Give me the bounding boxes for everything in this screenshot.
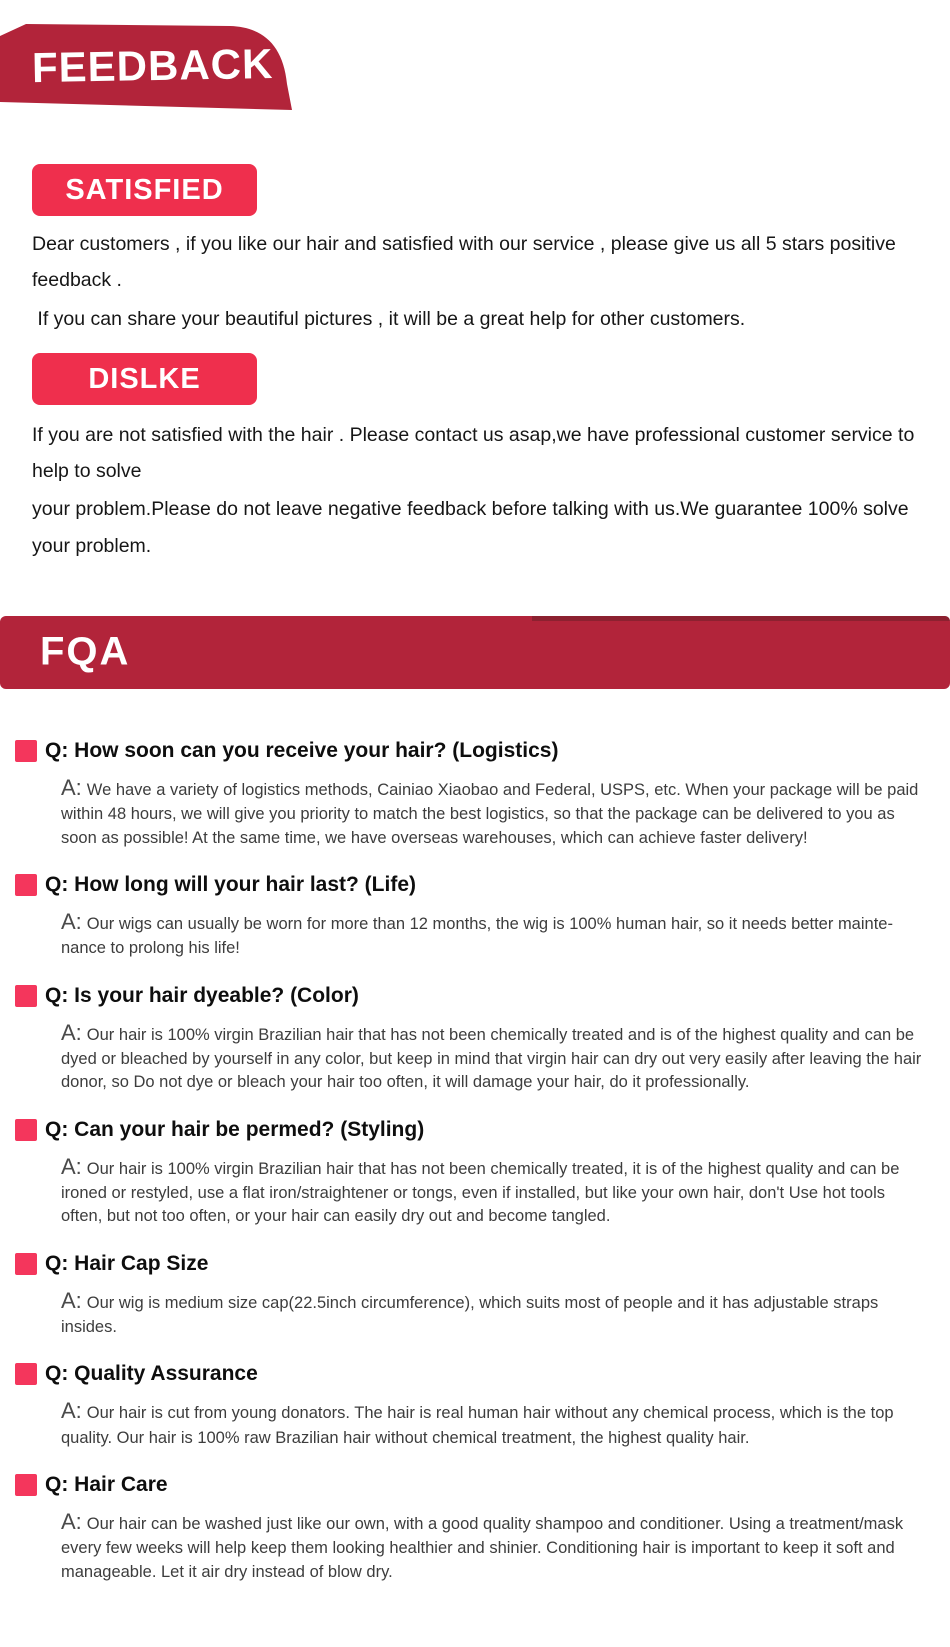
- question-row: [15, 1362, 930, 1386]
- satisfied-section: [0, 164, 950, 564]
- faq-item-quality: [15, 1362, 930, 1450]
- question-text: Q: Hair Cap Size: [45, 1251, 209, 1275]
- question-bullet-icon: [15, 1474, 37, 1496]
- satisfied-paragraph: Dear customers , if you like our hair and satisfied with our service , please give us all 5 stars positive feedback .: [32, 233, 902, 292]
- answer-text: [61, 772, 929, 850]
- question-bullet-icon: [15, 740, 37, 762]
- dislike-badge: DISLKE: [32, 353, 257, 405]
- feedback-banner-title: FEEDBACK: [31, 39, 274, 92]
- question-row: [15, 873, 930, 897]
- answer-body: Our hair is 100% virgin Brazilian hair that has not been chemically treated and is of the highest quality and can be dyed or bleached by yourself in any color, but keep in mind that virgin hair can dry out very easily after leaving the hair donor, so Do not dye or bleach your hair too often, it will damage your hair, do it professionally.: [61, 1025, 922, 1092]
- faq-list: [0, 689, 950, 1647]
- dislike-paragraph: your problem.Please do not leave negative feedback before talking with us.We guarantee 100% solve your problem.: [32, 498, 915, 557]
- question-bullet-icon: [15, 1253, 37, 1275]
- question-row: [15, 1252, 930, 1276]
- question-text: Q: How long will your hair last? (Life): [45, 872, 417, 896]
- answer-text: [61, 1017, 929, 1095]
- answer-body: Our hair is 100% virgin Brazilian hair that has not been chemically treated, it is of the highest quality and can be ironed or restyled, use a flat iron/straightener or tongs, even if installed, but like your own hair, don't Use hot tools often, but not too often, or your hair can easily dry out and become tangled.: [61, 1159, 900, 1226]
- answer-text: [61, 1285, 929, 1340]
- answer-prefix: A:: [61, 774, 82, 800]
- faq-item-logistics: [15, 739, 930, 850]
- question-text: Q: Hair Care: [45, 1473, 168, 1497]
- faq-item-color: [15, 984, 930, 1095]
- question-text: Q: Quality Assurance: [45, 1362, 258, 1386]
- question-text: Q: How soon can you receive your hair? (Logistics): [45, 738, 559, 762]
- answer-body: Our hair is cut from young donators. The hair is real human hair without any chemical process, which is the top quality. Our hair is 100% raw Brazilian hair without chemical treatment, the highest quality hair.: [61, 1404, 894, 1447]
- question-row: [15, 739, 930, 763]
- answer-prefix: A:: [61, 1153, 82, 1179]
- answer-body: Our hair can be washed just like our own, with a good quality shampoo and conditioner. Using a treatment/mask every few weeks will help keep them looking healthier and shinier. Conditioning hair is important to keep it soft and manageable. Let it air dry instead of blow dry.: [61, 1515, 904, 1581]
- question-bullet-icon: [15, 1363, 37, 1385]
- answer-body: Our wigs can usually be worn for more than 12 months, the wig is 100% human hair, so it needs better mainte-nance to prolong his life!: [61, 914, 893, 958]
- feedback-ribbon: [0, 0, 950, 118]
- faq-item-hair-care: [15, 1473, 930, 1584]
- question-bullet-icon: [15, 1119, 37, 1141]
- question-row: [15, 1473, 930, 1497]
- answer-prefix: A:: [61, 1509, 82, 1535]
- faq-item-cap-size: [15, 1252, 930, 1340]
- satisfied-paragraph: If you can share your beautiful pictures , it will be a great help for other customers.: [32, 307, 746, 330]
- dislike-text: [32, 417, 918, 564]
- faq-item-styling: [15, 1118, 930, 1229]
- question-bullet-icon: [15, 874, 37, 896]
- answer-prefix: A:: [61, 908, 82, 934]
- dislike-paragraph: If you are not satisfied with the hair . Please contact us asap,we have professional customer service to help to solve: [32, 423, 920, 483]
- satisfied-badge: SATISFIED: [32, 164, 257, 216]
- answer-prefix: A:: [61, 1287, 82, 1313]
- question-row: [15, 1118, 930, 1142]
- answer-prefix: A:: [61, 1019, 82, 1045]
- answer-prefix: A:: [61, 1398, 82, 1424]
- answer-text: [61, 1395, 929, 1450]
- answer-body: We have a variety of logistics methods, Cainiao Xiaobao and Federal, USPS, etc. When your package will be paid within 48 hours, we will give you priority to match the best logistics, so that the package can be delivered to you as soon as possible! At the same time, we have overseas warehouses, which can achieve faster delivery!: [61, 780, 919, 847]
- question-bullet-icon: [15, 985, 37, 1007]
- question-text: Q: Is your hair dyeable? (Color): [45, 983, 359, 1007]
- faq-item-life: [15, 873, 930, 961]
- question-row: [15, 984, 930, 1008]
- question-text: Q: Can your hair be permed? (Styling): [45, 1117, 425, 1141]
- satisfied-text: [32, 226, 918, 337]
- answer-text: [61, 1506, 929, 1584]
- answer-text: [61, 1151, 929, 1229]
- fqa-banner-topline: [532, 616, 950, 621]
- fqa-banner-title: FQA: [40, 629, 131, 674]
- answer-body: Our wig is medium size cap(22.5inch circumference), which suits most of people and it has adjustable straps insides.: [61, 1293, 879, 1336]
- fqa-banner: [0, 616, 950, 689]
- answer-text: [61, 906, 929, 961]
